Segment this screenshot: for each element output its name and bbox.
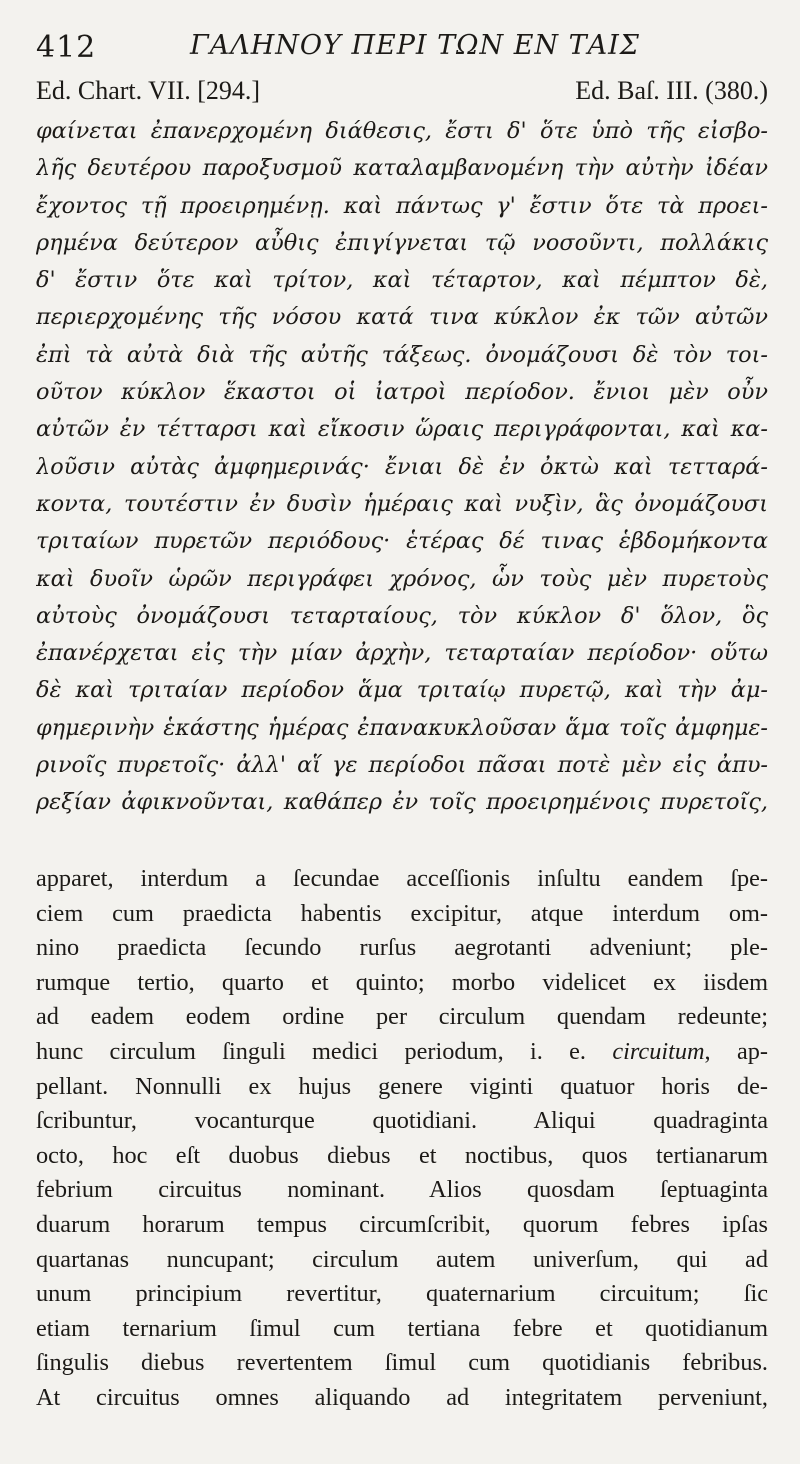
italic-term: circuitum xyxy=(612,1037,705,1065)
latin-line: ſcribuntur, vocanturque quotidiani. Aliqui quadraginta xyxy=(36,1107,768,1135)
greek-line: λῆς δευτέρου παροξυσμοῦ καταλαμβανομένη τὴν αὐτὴν ἰδέαν xyxy=(36,155,768,182)
greek-line: περιερχομένης τῆς νόσου κατά τινα κύκλον ἐκ τῶν αὐτῶν xyxy=(36,304,768,331)
edition-reference-left: Ed. Chart. VII. [294.] xyxy=(36,76,261,105)
greek-line: λοῦσιν αὐτὰς ἀμφημερινάς· ἔνιαι δὲ ἐν ὀκτὼ καὶ τετταρά- xyxy=(36,453,768,480)
latin-line: quartanas nuncupant; circulum autem univerſum, qui ad xyxy=(36,1245,768,1273)
greek-line: ἐπὶ τὰ αὐτὰ διὰ τῆς αὐτῆς τάξεως. ὀνομάζουσι δὲ τὸν τοι- xyxy=(36,341,768,368)
latin-line: etiam ternarium ſimul cum tertiana febre et quotidianum xyxy=(36,1314,768,1342)
latin-line: ſingulis diebus revertentem ſimul cum quotidianis febribus. xyxy=(36,1349,768,1377)
show-through-texture xyxy=(36,787,768,857)
greek-line: καὶ δυοῖν ὡρῶν περιγράφει χρόνος, ὧν τοὺς μὲν πυρετοὺς xyxy=(36,565,768,592)
greek-line: τριταίων πυρετῶν περιόδους· ἑτέρας δέ τινας ἑβδομήκοντα xyxy=(36,528,768,555)
greek-line: δὲ καὶ τριταίαν περίοδον ἅμα τριταίῳ πυρετῷ, καὶ τὴν ἀμ- xyxy=(36,677,768,704)
greek-line: ρινοῖς πυρετοῖς· ἀλλ' αἵ γε περίοδοι πᾶσαι ποτὲ μὲν εἰς ἀπυ- xyxy=(36,752,768,779)
latin-line-lead: hunc circulum ſinguli medici periodum, i. e. xyxy=(36,1037,586,1065)
greek-line: οῦτον κύκλον ἕκαστοι οἱ ἰατροὶ περίοδον. ἔνιοι μὲν οὖν xyxy=(36,379,768,406)
greek-line: ρημένα δεύτερον αὖθις ἐπιγίγνεται τῷ νοσοῦντι, πολλάκις xyxy=(36,229,768,256)
greek-line: αὐτοὺς ὀνομάζουσι τεταρταίους, τὸν κύκλον δ' ὅλον, ὃς xyxy=(36,602,768,629)
greek-line: φαίνεται ἐπανερχομένη διάθεσις, ἔστι δ' ὅτε ὑπὸ τῆς εἰσβο- xyxy=(36,118,768,144)
edition-reference-right: Ed. Baſ. III. (380.) xyxy=(575,76,768,105)
latin-line: apparet, interdum a ſecundae acceſſionis inſultu eandem ſpe- xyxy=(36,865,768,892)
greek-line: κοντα, τουτέστιν ἐν δυσὶν ἡμέραις καὶ νυξὶν, ἃς ὀνομάζουσι xyxy=(36,490,768,517)
latin-line: nino praedicta ſecundo rurſus aegrotanti adveniunt; ple- xyxy=(36,934,768,962)
latin-text-block xyxy=(36,862,768,1416)
page-number: 412 xyxy=(36,30,97,65)
greek-line: αὐτῶν ἐν τέτταρσι καὶ εἴκοσιν ὥραις περιγράφονται, καὶ κα- xyxy=(36,416,768,443)
latin-line: octo, hoc eſt duobus diebus et noctibus, quos tertianarum xyxy=(36,1141,768,1169)
latin-line: ad eadem eodem ordine per circulum quendam redeunte; xyxy=(36,1003,768,1031)
greek-line: φημερινὴν ἑκάστης ἡμέρας ἐπανακυκλοῦσαν ἅμα τοῖς ἀμφημε- xyxy=(36,714,768,741)
running-title: ΓΑΛΗΝΟΥ ΠΕΡΙ ΤΩΝ ΕΝ ΤΑΙΣ xyxy=(190,30,640,61)
greek-line: ρεξίαν ἀφικνοῦνται, καθάπερ ἐν τοῖς προειρημένοις πυρετοῖς, xyxy=(36,789,768,816)
latin-line: unum principium revertitur, quaternarium circuitum; ſic xyxy=(36,1280,768,1308)
greek-line: δ' ἔστιν ὅτε καὶ τρίτον, καὶ τέταρτον, καὶ πέμπτον δὲ, xyxy=(36,267,768,294)
latin-line: ciem cum praedicta habentis excipitur, atque interdum om- xyxy=(36,899,768,927)
greek-line: ἔχοντος τῇ προειρημένῃ. καὶ πάντως γ' ἔστιν ὅτε τὰ προει- xyxy=(36,192,768,219)
latin-line: At circuitus omnes aliquando ad integritatem perveniunt, xyxy=(36,1383,768,1411)
greek-text-block xyxy=(36,113,768,822)
greek-line: ἐπανέρχεται εἰς τὴν μίαν ἀρχὴν, τεταρταίαν περίοδον· οὕτω xyxy=(36,640,768,667)
latin-line: duarum horarum tempus circumſcribit, quorum febres ipſas xyxy=(36,1210,768,1238)
latin-line: febrium circuitus nominant. Alios quosdam ſeptuaginta xyxy=(36,1176,768,1204)
latin-line-tail: , ap- xyxy=(704,1037,768,1065)
latin-line-with-italic xyxy=(36,1035,768,1070)
latin-line: pellant. Nonnulli ex hujus genere viginti quatuor horis de- xyxy=(36,1072,768,1100)
latin-line: rumque tertio, quarto et quinto; morbo videlicet ex iisdem xyxy=(36,968,768,996)
